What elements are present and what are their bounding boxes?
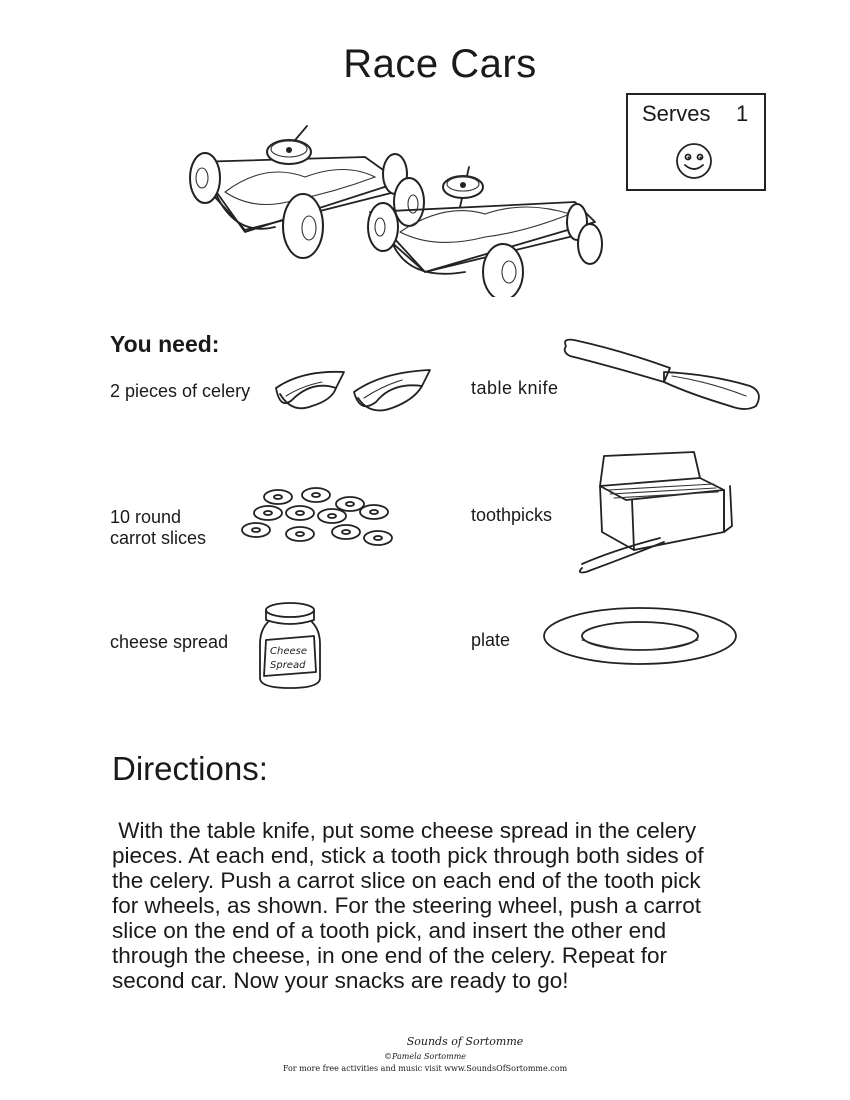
footer-brand-logo: Sounds of Sortomme xyxy=(406,1035,524,1048)
directions-line-4: for wheels, as shown. For the steering wheel, push a carrot xyxy=(112,893,702,918)
footer-copyright: ©Pamela Sortomme xyxy=(383,1052,467,1061)
table-knife-icon xyxy=(560,336,764,412)
race-cars-illustration xyxy=(185,122,605,297)
directions-line-2: pieces. At each end, stick a tooth pick through both sides of xyxy=(112,843,704,868)
ingredient-carrot-label xyxy=(110,507,206,549)
plate-icon xyxy=(540,604,740,668)
ingredient-celery-label: 2 pieces of celery xyxy=(110,381,251,401)
directions-line-6: through the cheese, in one end of the celery. Repeat for xyxy=(112,943,667,968)
directions-line-7: second car. Now your snacks are ready to go! xyxy=(112,968,569,993)
jar-label-spread: Spread xyxy=(270,660,306,671)
smiley-face-icon xyxy=(674,141,714,181)
footer-more-info: For more free activities and music visit www.SoundsOfSortomme.com xyxy=(282,1064,568,1073)
directions-text xyxy=(112,818,772,993)
serves-label: Serves xyxy=(642,101,711,126)
celery-icon xyxy=(272,366,436,418)
ingredient-cheese-label: cheese spread xyxy=(110,632,229,652)
utensil-knife-label: table knife xyxy=(471,378,559,398)
utensil-plate-label: plate xyxy=(471,630,511,650)
you-need-heading: You need: xyxy=(110,331,220,357)
cheese-spread-jar-icon xyxy=(252,600,328,692)
page-title: Race Cars xyxy=(343,42,537,86)
utensil-toothpicks-label: toothpicks xyxy=(471,505,553,525)
directions-line-5: slice on the end of a tooth pick, and insert the other end xyxy=(112,918,667,943)
ingredient-carrot-label-line1: 10 round xyxy=(110,507,182,527)
jar-label-cheese: Cheese xyxy=(270,646,307,657)
serves-count: 1 xyxy=(736,101,749,126)
directions-heading: Directions: xyxy=(112,750,268,787)
directions-line-3: the celery. Push a carrot slice on each end of the tooth pick xyxy=(112,868,701,893)
toothpicks-icon xyxy=(574,446,754,578)
carrot-slices-icon xyxy=(238,484,398,552)
serves-box xyxy=(626,93,766,191)
ingredient-carrot-label-line2: carrot slices xyxy=(110,528,207,548)
directions-line-1: With the table knife, put some cheese spread in the celery xyxy=(112,818,697,843)
